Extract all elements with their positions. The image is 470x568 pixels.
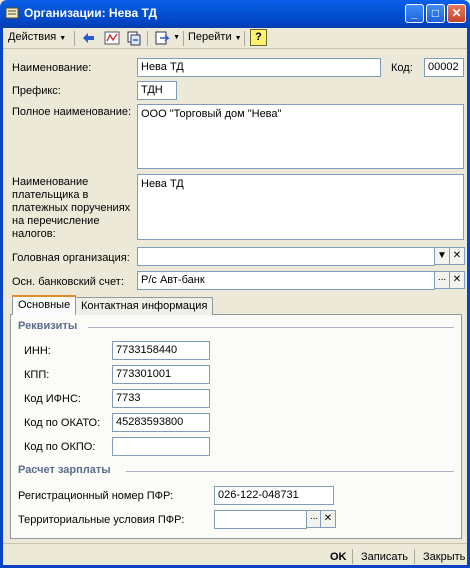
bank-account-input[interactable]: Р/с Авт-банк	[137, 271, 435, 290]
catalog-icon	[5, 6, 19, 20]
actions-menu[interactable]	[8, 31, 66, 43]
toolbar-separator	[183, 31, 184, 46]
head-org-label: Головная организация:	[12, 252, 130, 264]
back-arrow-icon[interactable]	[80, 30, 96, 46]
close-button[interactable]: Закрыть	[423, 551, 466, 563]
head-org-dropdown-button[interactable]: ▼	[434, 247, 450, 265]
pfr-terr-input[interactable]	[214, 510, 307, 529]
inn-label: ИНН:	[24, 345, 51, 357]
ifns-input[interactable]: 7733	[112, 389, 210, 408]
report-icon	[154, 30, 170, 46]
toolbar-separator	[74, 31, 75, 46]
pfr-terr-clear-button[interactable]: ✕	[320, 510, 336, 528]
pfr-reg-input[interactable]: 026-122-048731	[214, 486, 334, 505]
full-name-textarea[interactable]: ООО "Торговый дом "Нева"	[137, 104, 464, 169]
button-separator	[352, 549, 353, 564]
payroll-section-title: Расчет зарплаты	[18, 464, 111, 476]
copy-document-icon[interactable]	[126, 30, 142, 46]
goto-menu[interactable]	[188, 31, 242, 43]
help-icon[interactable]: ?	[250, 29, 267, 46]
button-separator	[414, 549, 415, 564]
maximize-button[interactable]: □	[426, 4, 445, 23]
kpp-input[interactable]: 773301001	[112, 365, 210, 384]
prefix-label: Префикс:	[12, 85, 61, 97]
full-name-label: Полное наименование:	[12, 106, 132, 118]
section-divider	[88, 327, 454, 328]
prefix-input[interactable]: ТДН	[137, 81, 177, 100]
chevron-down-icon: ▼	[59, 35, 67, 42]
head-org-input[interactable]	[137, 247, 435, 266]
section-divider	[126, 471, 454, 472]
chevron-down-icon: ▼	[173, 34, 180, 41]
head-org-clear-button[interactable]: ✕	[449, 247, 465, 265]
bottom-divider	[3, 543, 467, 544]
window-title: Организации: Нева ТД	[24, 6, 158, 20]
bank-account-label: Осн. банковский счет:	[12, 276, 124, 288]
structure-icon[interactable]	[104, 30, 120, 46]
details-section-title: Реквизиты	[18, 320, 78, 332]
name-label: Наименование:	[12, 62, 92, 74]
okato-label: Код по ОКАТО:	[24, 417, 101, 429]
goto-menu-label: Перейти	[188, 31, 232, 43]
ifns-label: Код ИФНС:	[24, 393, 81, 405]
tab-contact-info[interactable]: Контактная информация	[75, 297, 213, 315]
save-button[interactable]: Записать	[361, 551, 409, 563]
pfr-terr-select-button[interactable]: ...	[306, 510, 322, 528]
okpo-label: Код по ОКПО:	[24, 441, 96, 453]
payer-name-textarea[interactable]: Нева ТД	[137, 174, 464, 240]
tab-main[interactable]: Основные	[12, 295, 76, 315]
close-window-button[interactable]: ✕	[447, 4, 466, 23]
inn-input[interactable]: 7733158440	[112, 341, 210, 360]
actions-menu-label: Действия	[8, 31, 57, 43]
okato-input[interactable]: 45283593800	[112, 413, 210, 432]
pfr-terr-label: Территориальные условия ПФР:	[18, 514, 185, 526]
toolbar-separator	[147, 31, 148, 46]
name-input[interactable]: Нева ТД	[137, 58, 381, 77]
ok-button[interactable]: OK	[330, 551, 347, 563]
kpp-label: КПП:	[24, 369, 50, 381]
toolbar-separator	[244, 31, 245, 46]
bank-account-select-button[interactable]: ...	[434, 271, 450, 289]
window-frame-left	[0, 28, 3, 568]
payer-name-label: Наименование плательщика в платежных поручениях на перечисление налогов:	[12, 176, 131, 240]
code-input[interactable]: 00002	[424, 58, 464, 77]
chevron-down-icon: ▼	[234, 35, 242, 42]
okpo-input[interactable]	[112, 437, 210, 456]
minimize-button[interactable]: _	[405, 4, 424, 23]
code-label: Код:	[391, 62, 413, 74]
print-dropdown[interactable]	[154, 30, 180, 49]
bank-account-clear-button[interactable]: ✕	[449, 271, 465, 289]
pfr-reg-label: Регистрационный номер ПФР:	[18, 490, 174, 502]
